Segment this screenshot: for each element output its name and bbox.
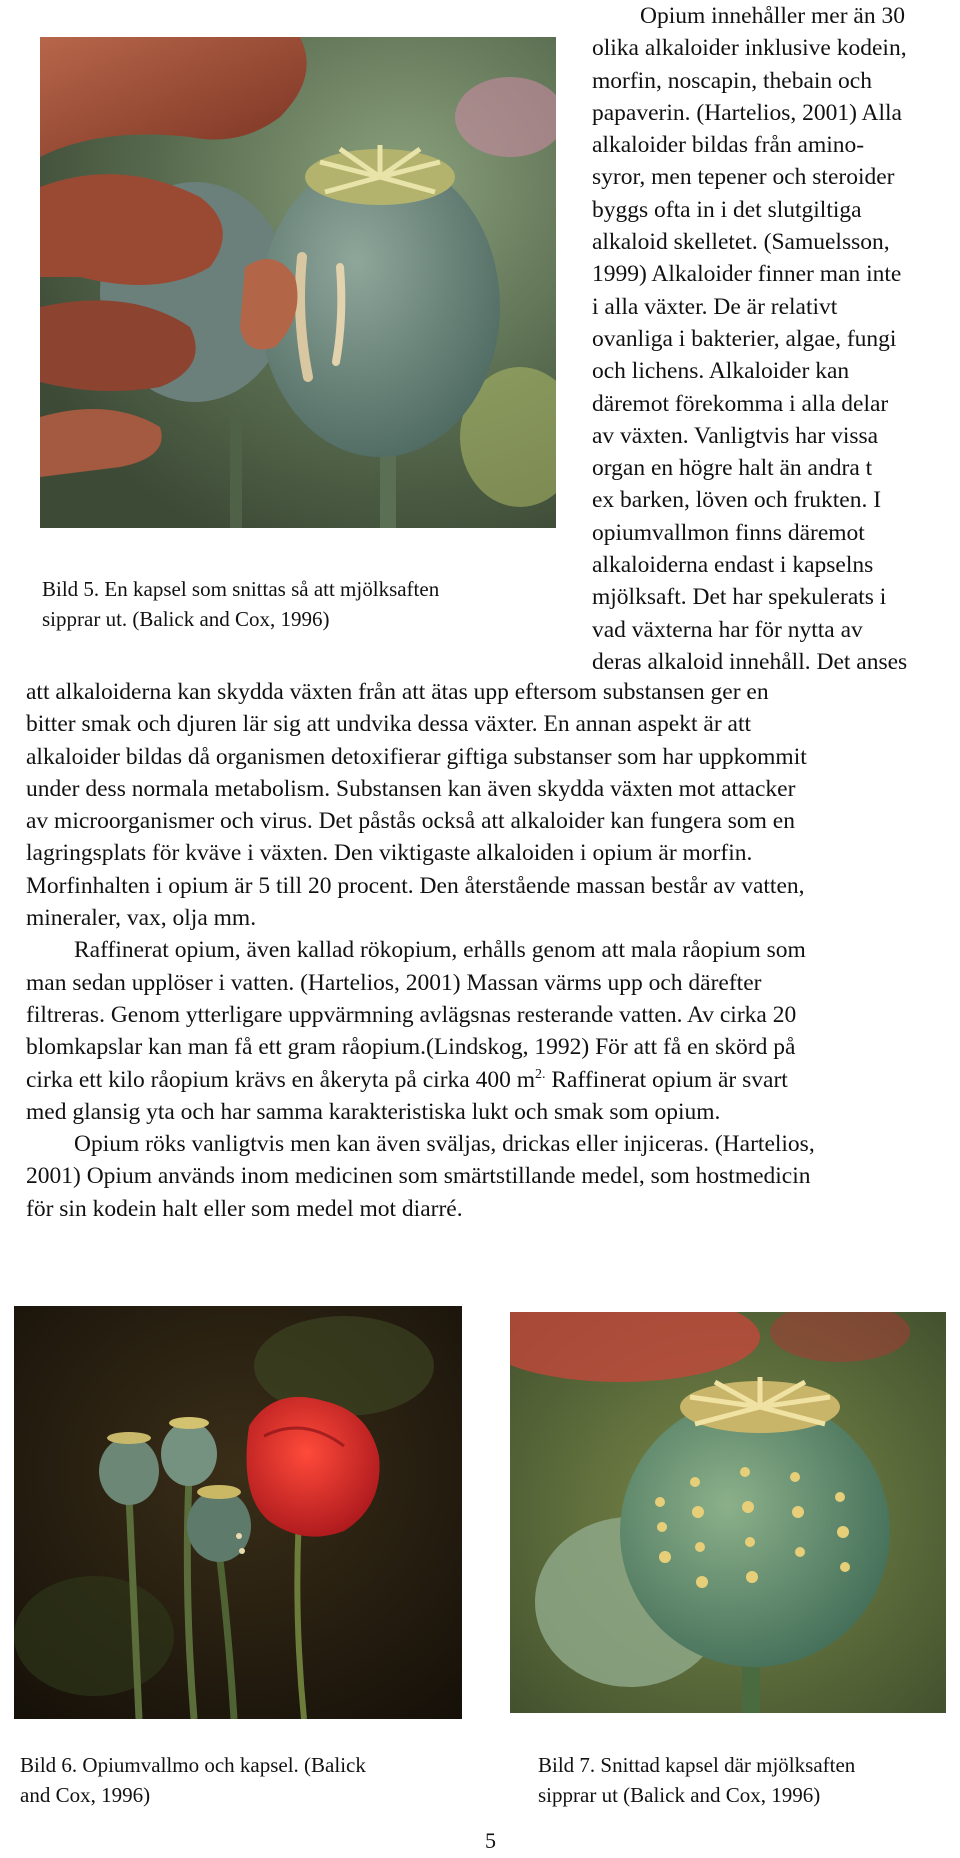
paragraph-2-line: med glansig yta och har samma karakteristiska lukt och smak som opium. — [26, 1098, 721, 1125]
text-line: olika alkaloider inklusive kodein, — [592, 35, 907, 62]
area-text-before: cirka ett kilo råopium krävs en åkeryta på cirka 400 m — [26, 1066, 535, 1093]
caption-bild-5 — [42, 574, 542, 634]
paragraph-2-line: filtreras. Genom ytterligare uppvärmning avlägsnas resterande vatten. Av cirka 20 — [26, 1001, 797, 1028]
text-line: syror, men tepener och steroider — [592, 164, 895, 191]
text-line: ex barken, löven och frukten. I — [592, 487, 882, 514]
text-line: ovanliga i bakterier, algae, fungi — [592, 325, 897, 352]
text-line: mjölksaft. Det har spekulerats i — [592, 584, 887, 611]
text-line: mineraler, vax, olja mm. — [26, 905, 257, 932]
text-line: organ en högre halt än andra t — [592, 455, 873, 482]
caption-bild-7 — [538, 1750, 948, 1810]
text-line: opiumvallmon finns däremot — [592, 519, 865, 546]
paragraph-3-line: för sin kodein halt eller som medel mot diarré. — [26, 1195, 463, 1222]
text-line: och lichens. Alkaloider kan — [592, 358, 850, 385]
caption-line: sipprar ut. (Balick and Cox, 1996) — [42, 607, 330, 631]
paragraph-2-area-line — [26, 1064, 960, 1096]
text-line: däremot förekomma i alla delar — [592, 390, 889, 417]
caption-line: and Cox, 1996) — [20, 1783, 151, 1807]
text-line: alkaloid skelletet. (Samuelsson, — [592, 229, 890, 256]
photo-opium-poppy-and-capsules — [14, 1306, 462, 1719]
text-line: under dess normala metabolism. Substansen kan även skydda växten mot attacker — [26, 775, 796, 802]
text-line: deras alkaloid innehåll. Det anses — [592, 648, 908, 675]
text-line: morfin, noscapin, thebain och — [592, 67, 872, 94]
text-line: lagringsplats för kväve i växten. Den viktigaste alkaloiden i opium är morfin. — [26, 840, 753, 867]
caption-line: Bild 6. Opiumvallmo och kapsel. (Balick — [20, 1753, 366, 1777]
text-line: av microorganismer och virus. Det påstås också att alkaloider kan fungera som en — [26, 808, 795, 835]
text-line: papaverin. (Hartelios, 2001) Alla — [592, 99, 902, 126]
text-line: i alla växter. De är relativt — [592, 293, 838, 320]
paragraph-3-line: Opium röks vanligtvis men kan även sväljas, drickas eller injiceras. (Hartelios, — [74, 1131, 815, 1158]
area-superscript: 2. — [534, 1066, 546, 1082]
paragraph-3-line: 2001) Opium används inom medicinen som smärtstillande medel, som hostmedicin — [26, 1163, 811, 1190]
text-line: 1999) Alkaloider finner man inte — [592, 261, 902, 288]
caption-line: Bild 5. En kapsel som snittas så att mjölksaften — [42, 577, 440, 601]
caption-bild-6 — [20, 1750, 460, 1810]
text-line: vad växterna har för nytta av — [592, 616, 863, 643]
caption-line: Bild 7. Snittad kapsel där mjölksaften — [538, 1753, 856, 1777]
text-line: bitter smak och djuren lär sig att undvika dessa växter. En annan aspekt är att — [26, 711, 752, 738]
text-line: Opium innehåller mer än 30 — [640, 3, 905, 29]
text-line: alkaloiderna endast i kapselns — [592, 552, 874, 579]
text-line: att alkaloiderna kan skydda växten från att ätas upp eftersom substansen ger en — [26, 679, 769, 705]
photo-capsule-being-cut — [40, 37, 556, 528]
text-column-right — [592, 0, 960, 678]
photo-cut-capsule-latex — [510, 1312, 946, 1713]
text-line: alkaloider bildas från amino- — [592, 132, 865, 159]
caption-line: sipprar ut (Balick and Cox, 1996) — [538, 1783, 821, 1807]
text-line: av växten. Vanligtvis har vissa — [592, 422, 879, 449]
text-body-full-width — [26, 676, 960, 1225]
text-line: alkaloider bildas då organismen detoxifierar giftiga substanser som har uppkommit — [26, 743, 807, 770]
text-line: Morfinhalten i opium är 5 till 20 procent. Den återstående massan består av vatten, — [26, 872, 805, 899]
paragraph-2-line: blomkapslar kan man få ett gram råopium.(Lindskog, 1992) För att få en skörd på — [26, 1034, 796, 1061]
area-text-after: Raffinerat opium är svart — [545, 1066, 788, 1093]
paragraph-2-line: Raffinerat opium, även kallad rökopium, erhålls genom att mala råopium som — [74, 937, 806, 964]
paragraph-2-line: man sedan upplöser i vatten. (Hartelios, 2001) Massan värms upp och därefter — [26, 969, 762, 996]
page-number: 5 — [485, 1828, 496, 1853]
text-line: byggs ofta in i det slutgiltiga — [592, 196, 862, 223]
